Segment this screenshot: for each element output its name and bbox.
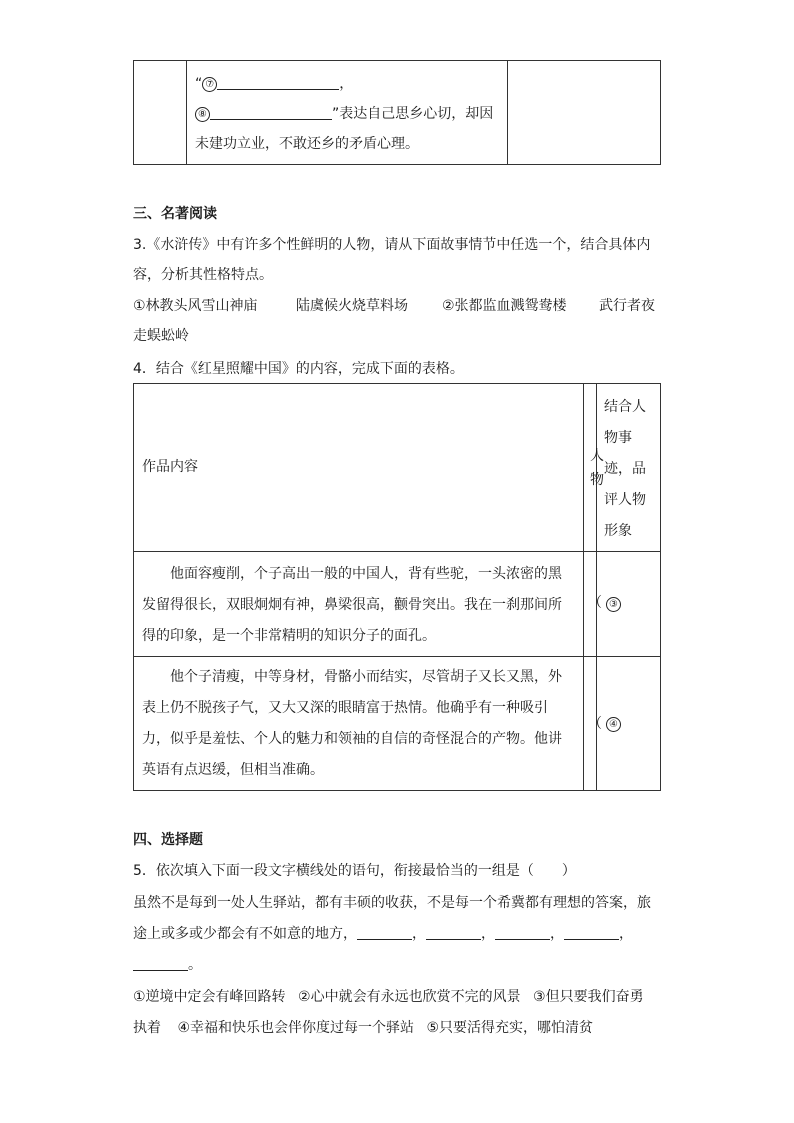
answer-blank-d[interactable] (564, 924, 619, 940)
table-2-row-2-person-clipped: （ (588, 716, 602, 732)
option-2: ②张都监血溅鸳鸯楼 (442, 298, 567, 314)
q5-option-3: ③但只要我们奋勇 (533, 989, 644, 1005)
table-2-header-content: 作品内容 (142, 459, 198, 475)
table-2-header-person-clipped: 人 物 (590, 448, 604, 488)
question-5-line: 5．依次填入下面一段文字横线处的语句，衔接最恰当的一组是（ ） (133, 863, 576, 879)
option-1: ①林教头风雪山神庙 (133, 298, 258, 314)
section-4-heading: 四、选择题 (133, 832, 203, 848)
option-1-b: 陆虞候火烧草料场 (296, 298, 408, 314)
table-2-row-1-answer[interactable] (606, 594, 621, 614)
circled-number-3: ③ (606, 597, 621, 612)
question-3-line-1: 3.《水浒传》中有许多个性鲜明的人物，请从下面故事情节中任选一个，结合具体内 (133, 237, 651, 253)
table-2-header-evaluation-1: 结合人 (604, 399, 646, 415)
circled-number-7: ⑦ (202, 77, 217, 92)
table-2-row-1-text-1: 他面容瘦削，个子高出一般的中国人，背有些驼，一头浓密的黑 (170, 566, 562, 582)
answer-blank-c[interactable] (495, 924, 550, 940)
answer-blank-b[interactable] (426, 924, 481, 940)
answer-blank-e[interactable] (133, 955, 188, 971)
section-3-heading: 三、名著阅读 (133, 206, 217, 222)
circled-number-8: ⑧ (195, 107, 210, 122)
answer-blank-7[interactable] (217, 74, 339, 90)
table-2-row-2-text-2: 表上仍不脱孩子气，又大又深的眼睛富于热情。他确乎有一种吸引 (142, 700, 548, 716)
table-2-header-evaluation-5: 形象 (604, 523, 632, 539)
table-1-line-1: “ ⑦ ， (195, 76, 354, 92)
question-4-line: 4．结合《红星照耀中国》的内容，完成下面的表格。 (133, 361, 464, 377)
table-2-row-2-answer[interactable] (606, 714, 621, 734)
table-1-line-3: 未建功立业，不敢还乡的矛盾心理。 (195, 136, 419, 152)
table-2-header-evaluation-4: 评人物 (604, 492, 646, 508)
question-5-paragraph-1: 虽然不是每到一处人生驿站，都有丰硕的收获，不是每一个希冀都有理想的答案，旅 (133, 895, 651, 911)
option-2-b: 武行者夜 (599, 298, 655, 314)
question-5-options-line-2 (133, 1018, 593, 1038)
q5-option-3-cont: 执着 (133, 1020, 161, 1036)
question-5-paragraph-3: 。 (133, 955, 202, 975)
question-5-paragraph-2: 途上或多或少都会有不如意的地方， ， ， ， ， (133, 926, 633, 942)
table-2-header-evaluation-3: 迹，品 (604, 461, 646, 477)
q5-option-1: ①逆境中定会有峰回路转 (133, 989, 286, 1005)
table-2-row-1-text-3: 得的印象，是一个非常精明的知识分子的面孔。 (142, 628, 436, 644)
q5-option-4: ④幸福和快乐也会伴你度过每一个驿站 (177, 1020, 415, 1036)
answer-blank-a[interactable] (357, 924, 412, 940)
table-2-row-2-text-3: 力，似乎是羞怯、个人的魅力和领袖的自信的奇怪混合的产物。他讲 (142, 731, 562, 747)
q5-option-5: ⑤只要活得充实，哪怕清贫 (426, 1020, 594, 1036)
answer-blank-8[interactable] (210, 104, 332, 120)
table-2-header-evaluation-2: 物事 (604, 430, 632, 446)
circled-number-4: ④ (606, 717, 621, 732)
question-3-line-2: 容，分析其性格特点。 (133, 267, 273, 283)
question-5-options-line-1 (133, 987, 644, 1007)
table-2-row-2-text-4: 英语有点迟缓，但相当准确。 (142, 762, 324, 778)
table-2-row-1-person-clipped: （ (588, 595, 602, 611)
table-2-row-1-text-2: 发留得很长，双眼炯炯有神，鼻梁很高，颧骨突出。我在一刹那间所 (142, 597, 562, 613)
table-1-line-2: ⑧ ”表达自己思乡心切，却因 (195, 104, 493, 124)
table-2-row-2-text-1: 他个子清瘦，中等身材，骨骼小而结实，尽管胡子又长又黑，外 (170, 669, 562, 685)
q5-option-2: ②心中就会有永远也欣赏不完的风景 (298, 989, 521, 1005)
question-3-options-line-2: 走蜈蚣岭 (133, 328, 189, 344)
